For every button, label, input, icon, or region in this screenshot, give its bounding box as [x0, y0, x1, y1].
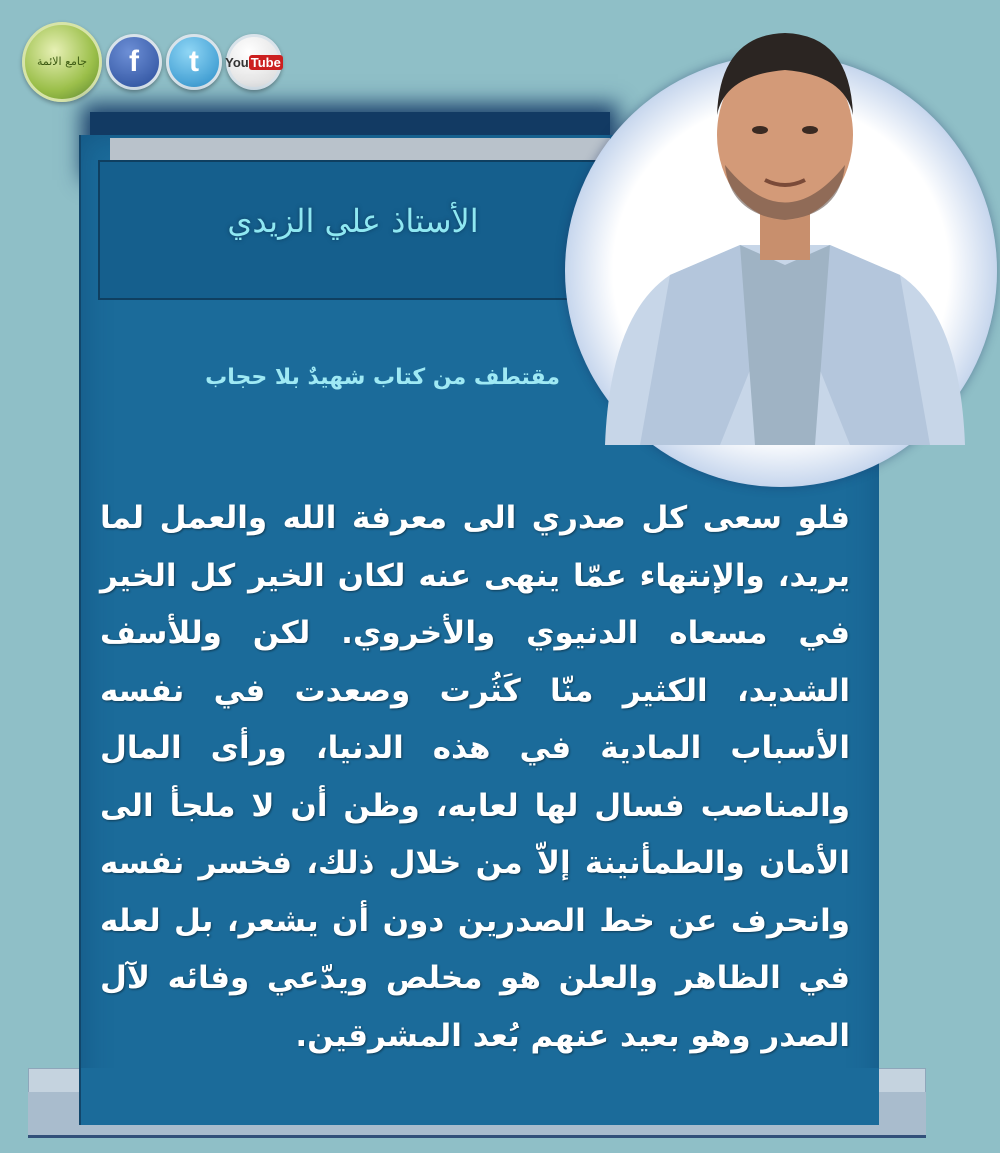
- author-portrait: [600, 15, 970, 445]
- social-bar: [22, 22, 282, 102]
- quote-text: فلو سعى كل صدري الى معرفة الله والعمل لما يريد، والإنتهاء عمّا ينهى عنه لكان الخير كل الخير في مسعاه الدنيوي والأخروي. لكن وللأسف الشديد، الكثير منّا كَثُرت وصعدت في نفسه الأسباب المادية في هذه الدنيا، ورأى المال والمناصب فسال لها لعابه، وظن أن لا ملجأ الى الأمان والطمأنينة إلاّ من خلال ذلك، فخسر نفسه وانحرف عن خط الصدرين دون أن يشعر، بل لعله في الظاهر والعلن هو مخلص ويدّعي وفائه لآل الصدر وهو بعيد عنهم بُعد المشرقين.: [100, 500, 850, 1054]
- top-gray-bar: [110, 138, 610, 160]
- logo-text: جامع الائمة: [36, 55, 88, 69]
- facebook-glyph: f: [129, 45, 139, 78]
- facebook-icon[interactable]: [106, 34, 162, 90]
- youtube-tube-text: Tube: [250, 54, 281, 70]
- twitter-glyph: t: [189, 45, 199, 78]
- youtube-icon[interactable]: [226, 34, 282, 90]
- author-name: الأستاذ علي الزيدي: [227, 202, 479, 240]
- main-panel-bottom: [79, 1068, 879, 1125]
- bottom-frame-line: [28, 1135, 926, 1138]
- twitter-icon[interactable]: [166, 34, 222, 90]
- author-title-box: [98, 160, 608, 300]
- site-logo[interactable]: [22, 22, 102, 102]
- book-source-label: مقتطف من كتاب شهيدٌ بلا حجاب: [205, 365, 560, 390]
- youtube-you-text: You: [225, 54, 249, 70]
